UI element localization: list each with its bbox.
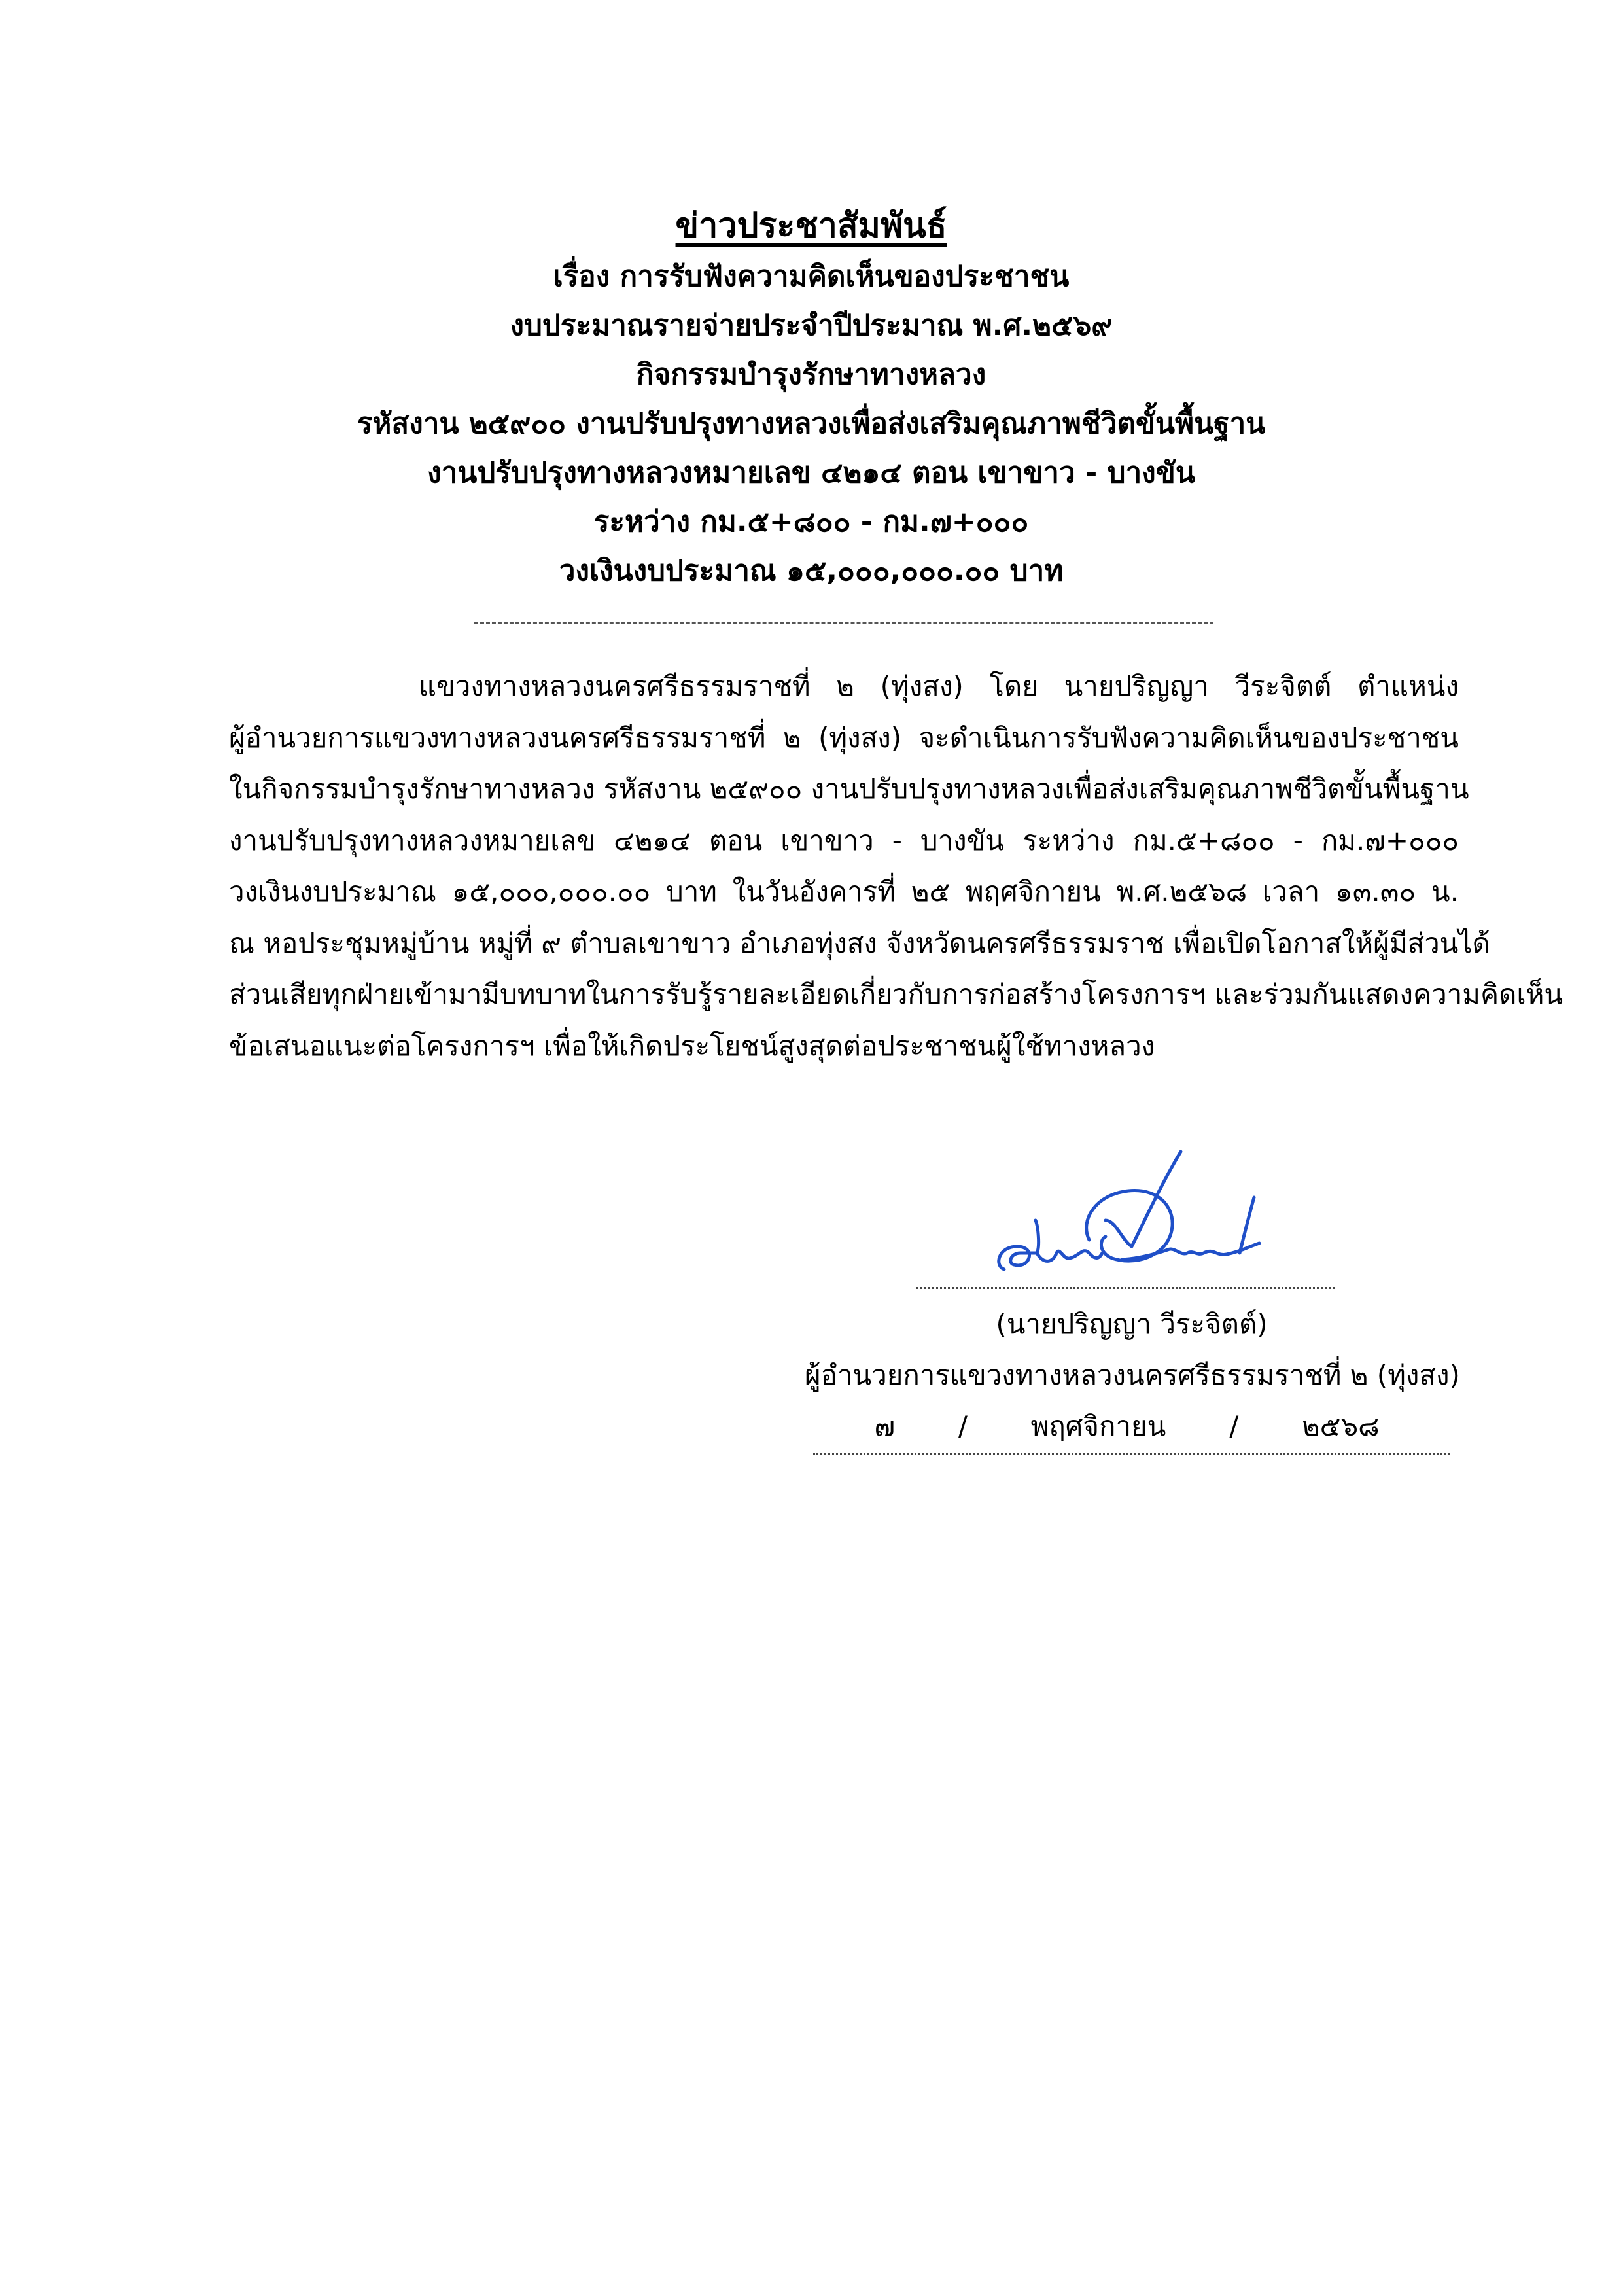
date-month: พฤศจิกายน	[1030, 1410, 1166, 1442]
signatory-position: ผู้อำนวยการแขวงทางหลวงนครศรีธรรมราชที่ ๒ (ทุ่งสง)	[805, 1359, 1460, 1391]
activity-line: กิจกรรมบำรุงรักษาทางหลวง	[636, 358, 986, 391]
announcement-body	[229, 661, 1563, 1072]
signatory-name: (นายปริญญา วีระจิตต์)	[996, 1308, 1268, 1340]
signature-date	[805, 1401, 1459, 1455]
highway-line: งานปรับปรุงทางหลวงหมายเลข ๔๒๑๔ ตอน เขาขาว - บางขัน	[427, 456, 1195, 489]
km-range-line: ระหว่าง กม.๕+๘๐๐ - กม.๗+๐๐๐	[593, 505, 1029, 539]
body-line: ณ หอประชุมหมู่บ้าน หมู่ที่ ๙ ตำบลเขาขาว อำเภอทุ่งสง จังหวัดนครศรีธรรมราช เพื่อเปิดโอกาสให้ผู้มีส่วนได้	[229, 927, 1490, 959]
announcement-title: ข่าวประชาสัมพันธ์	[675, 206, 947, 245]
body-line: ผู้อำนวยการแขวงทางหลวงนครศรีธรรมราชที่ ๒ (ทุ่งสง) จะดำเนินการรับฟังความคิดเห็นของประชาชน	[229, 721, 1459, 754]
body-line: ส่วนเสียทุกฝ่ายเข้ามามีบทบาทในการรับรู้รายละเอียดเกี่ยวกับการก่อสร้างโครงการฯ และร่วมกันแสดงความคิดเห็น	[229, 978, 1563, 1010]
body-line: ข้อเสนอแนะต่อโครงการฯ เพื่อให้เกิดประโยชน์สูงสุดต่อประชาชนผู้ใช้ทางหลวง	[229, 1029, 1155, 1062]
body-line: งานปรับปรุงทางหลวงหมายเลข ๔๒๑๔ ตอน เขาขาว - บางขัน ระหว่าง กม.๕+๘๐๐ - กม.๗+๐๐๐	[229, 824, 1459, 857]
body-line: วงเงินงบประมาณ ๑๕,๐๐๐,๐๐๐.๐๐ บาท ในวันอังคารที่ ๒๕ พฤศจิกายน พ.ศ.๒๕๖๘ เวลา ๑๓.๓๐ น.	[229, 875, 1459, 908]
budget-year-line: งบประมาณรายจ่ายประจำปีประมาณ พ.ศ.๒๕๖๙	[510, 309, 1113, 342]
project-code-line: รหัสงาน ๒๕๙๐๐ งานปรับปรุงทางหลวงเพื่อส่งเสริมคุณภาพชีวิตขั้นพื้นฐาน	[357, 407, 1266, 440]
date-dotted-line	[813, 1401, 1450, 1455]
body-line: แขวงทางหลวงนครศรีธรรมราชที่ ๒ (ทุ่งสง) โดย นายปริญญา วีระจิตต์ ตำแหน่ง	[419, 670, 1459, 702]
date-separator: /	[1229, 1410, 1239, 1442]
dashed-divider	[474, 622, 1213, 624]
subject-line: เรื่อง การรับฟังความคิดเห็นของประชาชน	[553, 260, 1070, 293]
signature-dotted-line	[916, 1287, 1335, 1289]
signatory-block	[805, 1299, 1459, 1455]
date-separator: /	[958, 1410, 968, 1442]
date-year: ๒๕๖๘	[1301, 1410, 1380, 1442]
body-line: ในกิจกรรมบำรุงรักษาทางหลวง รหัสงาน ๒๕๙๐๐ งานปรับปรุงทางหลวงเพื่อส่งเสริมคุณภาพชีวิตขั้นพื้นฐาน	[229, 773, 1469, 805]
announcement-header	[196, 200, 1426, 595]
handwritten-signature	[991, 1148, 1285, 1286]
budget-amount-line: วงเงินงบประมาณ ๑๕,๐๐๐,๐๐๐.๐๐ บาท	[559, 554, 1064, 588]
date-day: ๗	[874, 1410, 896, 1442]
